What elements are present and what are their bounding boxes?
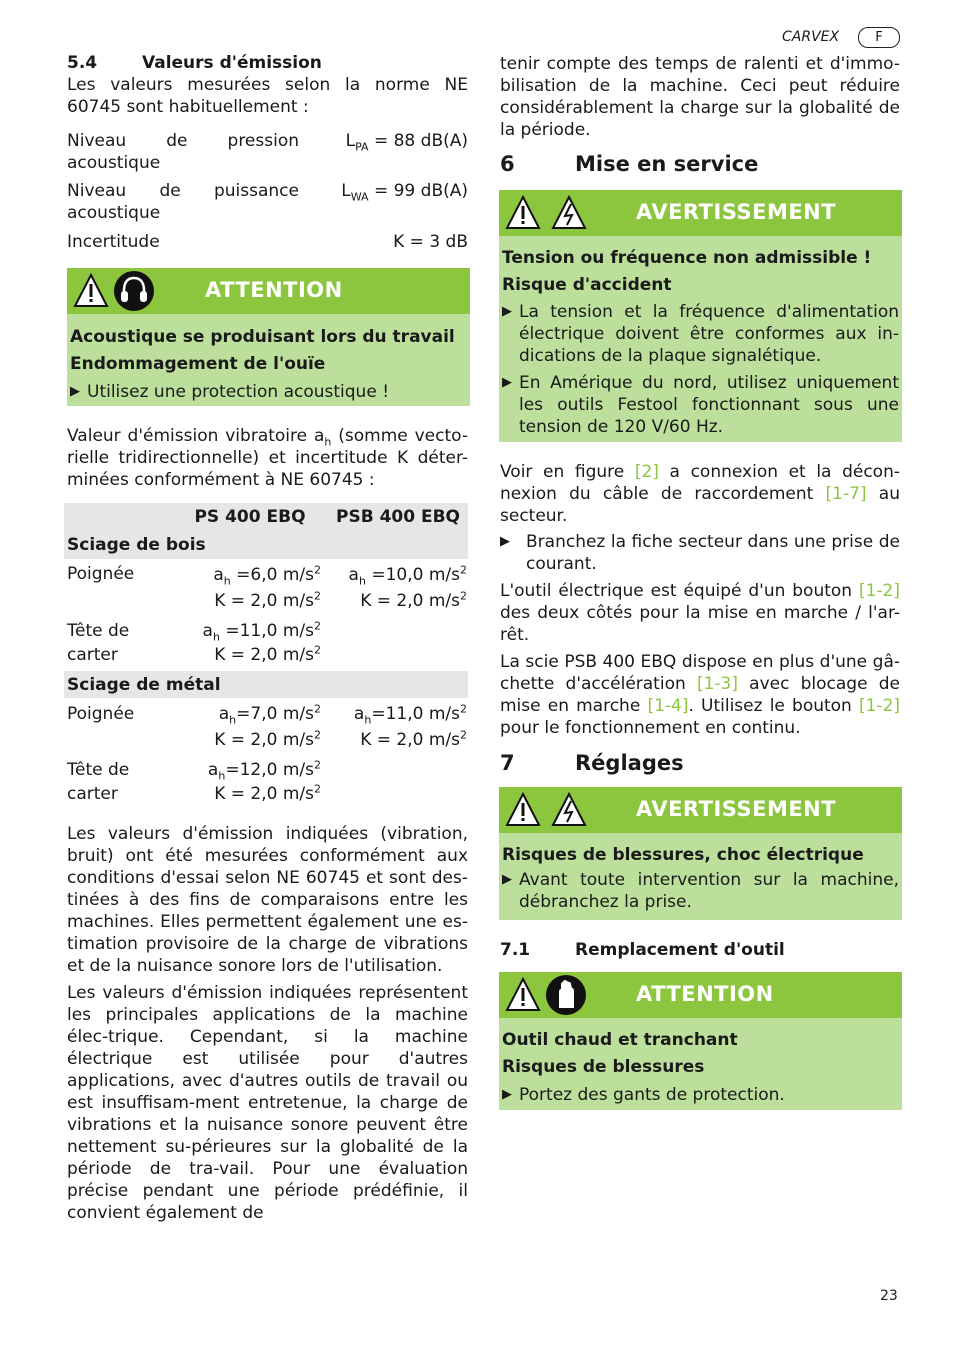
attention-hazard: Acoustique se produisant lors du travail (70, 327, 455, 347)
bullet-arrow-icon: ▶ (502, 375, 512, 390)
table-row: Tête de $a_h =11,0$ $m/s^2$ (67, 618, 321, 643)
lwa-value: $L_{WA} = 99$ dB(A) (341, 181, 468, 204)
table-section-wood: Sciage de bois (64, 531, 468, 559)
paragraph-emission-2: Les valeurs d'émission indiquées représentent les principales applications de la machine élec-trique. Cependant, si la machine électrique est utilisée pour d'autres applications, avec d'autres outils de travail ou est insuffisam-ment entretenue, la charge de vibrations et la nuisance sonore peuvent être nettement su-périeures sur la globalité de la période de tra-vail. Pour une évaluation précise pendant une période prédéfinie, il convient également de (67, 983, 468, 1223)
attention-title: ATTENTION (636, 982, 774, 1006)
warning-title: AVERTISSEMENT (636, 797, 837, 821)
attention-consequence: Endommagement de l'ouïe (70, 354, 326, 374)
table-row: K = 2,0 $m/s^2$ K = 2,0 $m/s^2$ (214, 728, 467, 750)
section-title: Valeurs d'émission (142, 53, 322, 73)
vibration-table (64, 503, 468, 810)
warning-triangle-icon (505, 792, 541, 828)
lwa-label: Niveau de puissance (67, 181, 299, 201)
attention-box-noise (67, 268, 470, 406)
warning-box-settings (499, 787, 902, 920)
table-row: Poignée $a_h=7,0$ $m/s^2$ $a_h=11,0$ $m/s^2$ (67, 701, 467, 726)
table-row: K = 2,0 $m/s^2$ K = 2,0 $m/s^2$ (214, 589, 467, 611)
ear-protection-icon (113, 270, 155, 312)
table-section-metal: Sciage de métal (64, 671, 468, 698)
paragraph-emission-1: Les valeurs d'émission indiquées (vibration, bruit) ont été mesurées conformément aux conditions d'essai selon NE 60745 et sont des-tinées à des fins de comparaisons entre les machines. Elles permettent également une es-timation provisoire de la charge de vibrations et de la nuisance sonore lors de l'utilisation. (67, 824, 468, 976)
table-row: Poignée $a_h =6,0$ $m/s^2$ $a_h =10,0$ $m/s^2$ (67, 562, 467, 587)
section-7-1-heading: 7.1 Remplacement d'outil (500, 940, 785, 960)
uncertainty-row (67, 231, 468, 253)
attention-body: Outil chaud et tranchant Risques de blessures ▶ Portez des gants de protection. (499, 1018, 902, 1114)
right-column-middle (500, 461, 900, 774)
right-column-top (500, 53, 900, 175)
attention-box-tool (499, 972, 902, 1110)
table-row: carter K = 2,0 $m/s^2$ (67, 643, 321, 665)
section-number: 5.4 (67, 53, 98, 73)
warning-header (499, 190, 902, 236)
left-column (67, 52, 468, 253)
warning-body: Tension ou fréquence non admissible ! Risque d'accident ▶ La tension et la fréquence d'alimentation électrique doivent être conformes aux in-dications de la plaque signalétique. ▶ En Amérique du nord, utilisez uniquement les outils Festool fonctionnant sous une tension de 120 V/60 Hz. (502, 248, 899, 437)
intro-text: Les valeurs mesurées selon la norme NE 60745 sont habituellement : (67, 75, 468, 117)
page-number: 23 (880, 1288, 898, 1304)
paragraph-switch: L'outil électrique est équipé d'un bouton [1-2] des deux côtés pour la mise en marche / l'ar-rêt. (500, 581, 900, 645)
warning-bullet: ▶ La tension et la fréquence d'alimentation électrique doivent être conformes aux in-dications de la plaque signalétique. (502, 302, 899, 366)
warning-bullet: ▶ Avant toute intervention sur la machine, débranchez la prise. (502, 870, 899, 912)
warning-header (499, 787, 902, 833)
left-paragraphs (67, 823, 468, 1224)
uncertainty-label: Incertitude (67, 232, 160, 252)
bullet-arrow-icon: ▶ (502, 304, 512, 319)
lpa-label-2: acoustique (67, 153, 161, 173)
lpa-label: Niveau de pression (67, 131, 299, 151)
bullet-arrow-icon: ▶ (502, 872, 512, 887)
bullet-arrow-icon: ▶ (70, 384, 80, 399)
paragraph-continued: tenir compte des temps de ralenti et d'immo-bilisation de la machine. Ceci peut réduire considérablement la charge sur la globalité de la période. (500, 54, 900, 140)
protective-gloves-icon (545, 974, 587, 1016)
section-6-heading: 6 Mise en service (500, 152, 759, 176)
bullet-text: Utilisez une protection acoustique ! (87, 382, 390, 402)
figure-ref[interactable]: [1-7] (825, 484, 867, 504)
section-5-4-heading (67, 52, 468, 74)
table-row: Tête de $a_h=12,0$ $m/s^2$ (67, 757, 321, 782)
vibration-intro: Valeur d'émission vibratoire $a_h$ (somme vecto-rielle tridirectionnelle) et incertitude K déter-minées conformément à NE 60745 : (67, 426, 468, 490)
warning-body: Risques de blessures, choc électrique ▶ Avant toute intervention sur la machine, débranchez la prise. (502, 845, 899, 912)
header-lang-badge (858, 27, 900, 48)
warning-triangle-icon (505, 977, 541, 1013)
table-header-row (64, 503, 468, 531)
lwa-row (67, 180, 468, 224)
electric-shock-icon (551, 792, 587, 828)
attention-header (499, 972, 902, 1018)
warning-triangle-icon (505, 195, 541, 231)
lang-label: F (875, 30, 883, 45)
instruction-plug: ▶ Branchez la fiche secteur dans une prise de courant. (500, 532, 900, 574)
uncertainty-value: K = 3 dB (393, 232, 468, 252)
warning-bullet: ▶ En Amérique du nord, utilisez uniquement les outils Festool fonctionnant sous une tension de 120 V/60 Hz. (502, 373, 899, 437)
attention-header (67, 268, 470, 314)
col-ps400: PS 400 EBQ (194, 507, 306, 527)
attention-body (67, 314, 470, 411)
figure-ref[interactable]: [1-2] (858, 581, 900, 601)
bullet-arrow-icon: ▶ (502, 1087, 512, 1102)
paragraph-figure-2: Voir en figure [2] a connexion et la décon-nexion du câble de raccordement [1-7] au secteur. (500, 462, 900, 526)
lwa-label-2: acoustique (67, 203, 161, 223)
figure-ref[interactable]: [2] (634, 462, 659, 482)
lpa-row (67, 130, 468, 174)
figure-ref[interactable]: [1-3] (696, 674, 738, 694)
bullet-arrow-icon: ▶ (500, 534, 510, 549)
warning-triangle-icon (73, 273, 109, 309)
attention-title: ATTENTION (205, 278, 343, 302)
figure-ref[interactable]: [1-4] (647, 696, 689, 716)
figure-ref[interactable]: [1-2] (858, 696, 901, 716)
table-row: carter K = 2,0 $m/s^2$ (67, 782, 321, 804)
header-brand: CARVEX (782, 29, 840, 45)
section-7-heading: 7 Réglages (500, 751, 684, 775)
paragraph-trigger: La scie PSB 400 EBQ dispose en plus d'une gâ-chette d'accélération [1-3] avec blocage de mise en marche [1-4]. Utilisez le bouton [1-2] pour le fonctionnement en continu. (500, 652, 901, 738)
col-psb400: PSB 400 EBQ (335, 507, 460, 527)
attention-bullet (70, 381, 467, 403)
electric-shock-icon (551, 195, 587, 231)
lpa-value: $L_{PA} = 88$ dB(A) (345, 131, 468, 154)
warning-title: AVERTISSEMENT (636, 200, 837, 224)
attention-bullet: ▶ Portez des gants de protection. (502, 1085, 785, 1105)
warning-box-voltage (499, 190, 902, 442)
